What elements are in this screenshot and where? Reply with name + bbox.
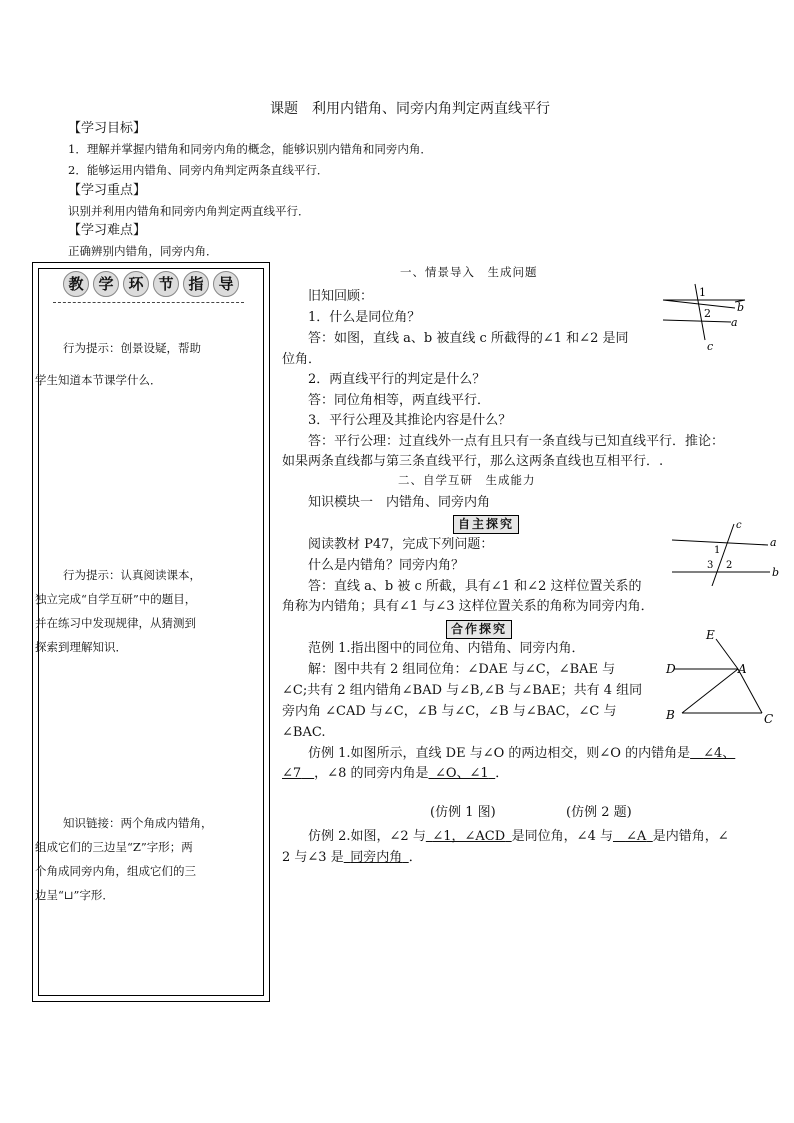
label-A: A — [738, 662, 747, 676]
tip-line: 并在练习中发现规律，从猜测到 — [35, 616, 196, 630]
practice-1 — [308, 745, 735, 763]
label-b: b — [772, 566, 780, 579]
review-label: 旧知回顾： — [308, 289, 374, 304]
practice-1-text: ，∠8 的同旁内角是 — [314, 766, 429, 781]
difficulties-heading: 【学习难点】 — [68, 223, 147, 238]
module-title: 知识模块一 内错角、同旁内角 — [308, 495, 491, 510]
label-3: 3 — [707, 560, 714, 571]
behavior-tip-2 — [35, 563, 268, 659]
concept-question: 什么是内错角？同旁内角？ — [308, 558, 465, 573]
tip-line: 个角成同旁内角，组成它们的三 — [35, 864, 196, 878]
tip-line: 知识链接：两个角成内错角， — [63, 816, 213, 830]
cooperative-explore-label: 合作探究 — [446, 620, 512, 639]
practice-2-text: 2 与∠3 是 — [282, 850, 344, 865]
tip-line: 边呈“⊔”字形． — [35, 888, 114, 902]
label-B: B — [666, 708, 675, 722]
example-1: 范例 1.指出图中的同位角、内错角、同旁内角． — [308, 641, 585, 656]
corresponding-angles-figure — [655, 278, 775, 356]
practice-2-cont — [282, 849, 422, 867]
read-instruction: 阅读教材 P47，完成下列问题： — [308, 537, 494, 552]
tip-line: 学生知道本节课学什么． — [35, 373, 162, 387]
solution-line: 旁内角 ∠CAD 与∠C，∠B 与∠C，∠B 与∠BAC，∠C 与 — [282, 704, 617, 719]
line-a — [663, 320, 731, 322]
answer-1-line: 位角． — [282, 352, 322, 367]
label-a: a — [731, 316, 738, 329]
section2-heading: 二、自学互研 生成能力 — [398, 473, 536, 487]
banner-char: 指 — [183, 271, 209, 297]
banner-char: 环 — [123, 271, 149, 297]
teaching-guide-sidebar — [32, 262, 270, 1002]
practice-2-answer — [613, 829, 653, 844]
practice-2-answer — [426, 829, 512, 844]
label-2: 2 — [704, 307, 711, 320]
label-D: D — [666, 662, 676, 676]
tip-line: 组成它们的三边呈“Z”字形；两 — [35, 840, 193, 854]
question-3: 3．平行公理及其推论内容是什么？ — [308, 413, 512, 428]
practice-1-answer — [428, 766, 495, 781]
answer-3-line: 如果两条直线都与第三条直线平行，那么这两条直线也互相平行．. — [282, 454, 664, 469]
caption-practice-2: (仿例 2 题) — [566, 805, 632, 820]
teaching-guide-banner — [49, 269, 234, 299]
self-explore-label: 自主探究 — [453, 515, 519, 534]
solution-line: ∠BAC. — [282, 725, 326, 740]
label-c: c — [736, 520, 742, 531]
label-c: c — [707, 340, 714, 353]
label-b: b — [737, 301, 745, 314]
page-title: 课题 利用内错角、同旁内角判定两直线平行 — [270, 101, 550, 117]
concept-answer-line: 角称为内错角；具有∠1 与∠3 这样位置关系的角称为同旁内角． — [282, 599, 654, 614]
alternate-angles-figure — [668, 518, 786, 586]
tip-line: 探索到理解知识． — [35, 640, 127, 654]
concept-answer-line: 答：直线 a、b 被 c 所截，具有∠1 和∠2 这样位置关系的 — [308, 579, 642, 594]
triangle-figure — [662, 625, 780, 725]
line-EA — [716, 639, 738, 669]
answer-text: ∠4、 — [703, 746, 736, 761]
line-AB — [682, 669, 738, 713]
tip-line: 行为提示：创景设疑，帮助 — [63, 341, 201, 355]
answer-text: ∠A — [625, 829, 647, 844]
answer-text: ∠O、∠1 — [434, 766, 489, 781]
section1-heading: 一、情景导入 生成问题 — [400, 265, 538, 279]
practice-1-end: ． — [495, 766, 509, 781]
objective-item: 2．能够运用内错角、同旁内角判定两条直线平行． — [68, 163, 329, 177]
practice-2-text: 是同位角，∠4 与 — [511, 829, 613, 844]
difficulties-text: 正确辨别内错角，同旁内角． — [68, 244, 218, 258]
label-1: 1 — [699, 286, 706, 299]
keypoints-heading: 【学习重点】 — [68, 183, 147, 198]
banner-char: 导 — [213, 271, 239, 297]
tip-line: 独立完成“自学互研”中的题目， — [35, 592, 197, 606]
practice-2 — [308, 828, 729, 846]
solution-line: ∠C;共有 2 组内错角∠BAD 与∠B,∠B 与∠BAE；共有 4 组同 — [282, 683, 643, 698]
objectives-heading: 【学习目标】 — [68, 121, 147, 136]
practice-2-text: 是内错角，∠ — [652, 829, 729, 844]
practice-1-answer — [282, 766, 314, 781]
answer-2: 答：同位角相等，两直线平行． — [308, 393, 491, 408]
question-2: 2．两直线平行的判定是什么？ — [308, 372, 486, 387]
banner-char: 教 — [63, 271, 89, 297]
question-1: 1．什么是同位角？ — [308, 310, 421, 325]
practice-2-answer — [344, 850, 409, 865]
banner-char: 学 — [93, 271, 119, 297]
label-1: 1 — [714, 545, 721, 556]
label-C: C — [764, 712, 774, 725]
banner-char: 节 — [153, 271, 179, 297]
tip-line: 行为提示：认真阅读课本， — [63, 568, 201, 582]
keypoints-text: 识别并利用内错角和同旁内角判定两直线平行． — [68, 204, 310, 218]
solution-line: 解：图中共有 2 组同位角：∠DAE 与∠C，∠BAE 与 — [308, 662, 616, 677]
caption-practice-1: (仿例 1 图) — [430, 805, 496, 820]
label-E: E — [706, 628, 715, 642]
practice-1-answer — [690, 746, 735, 761]
banner-divider — [53, 302, 244, 303]
knowledge-link-tip — [35, 811, 268, 907]
answer-1-line: 答：如图，直线 a、b 被直线 c 所截得的∠1 和∠2 是同 — [308, 331, 629, 346]
practice-2-text: 仿例 2.如图，∠2 与 — [308, 829, 426, 844]
practice-1-text: 仿例 1.如图所示，直线 DE 与∠O 的两边相交，则∠O 的内错角是 — [308, 746, 691, 761]
practice-2-end: ． — [408, 850, 422, 865]
behavior-tip-1 — [35, 335, 268, 393]
answer-text: ∠1，∠ACD — [432, 829, 506, 844]
answer-text: ∠7 — [282, 766, 302, 781]
answer-3-line: 答：平行公理：过直线外一点有且只有一条直线与已知直线平行．推论： — [308, 434, 725, 449]
label-a: a — [770, 536, 777, 549]
answer-text: 同旁内角 — [350, 850, 403, 865]
objective-item: 1．理解并掌握内错角和同旁内角的概念，能够识别内错角和同旁内角． — [68, 142, 432, 156]
practice-1-cont — [282, 765, 508, 783]
label-2: 2 — [726, 560, 733, 571]
